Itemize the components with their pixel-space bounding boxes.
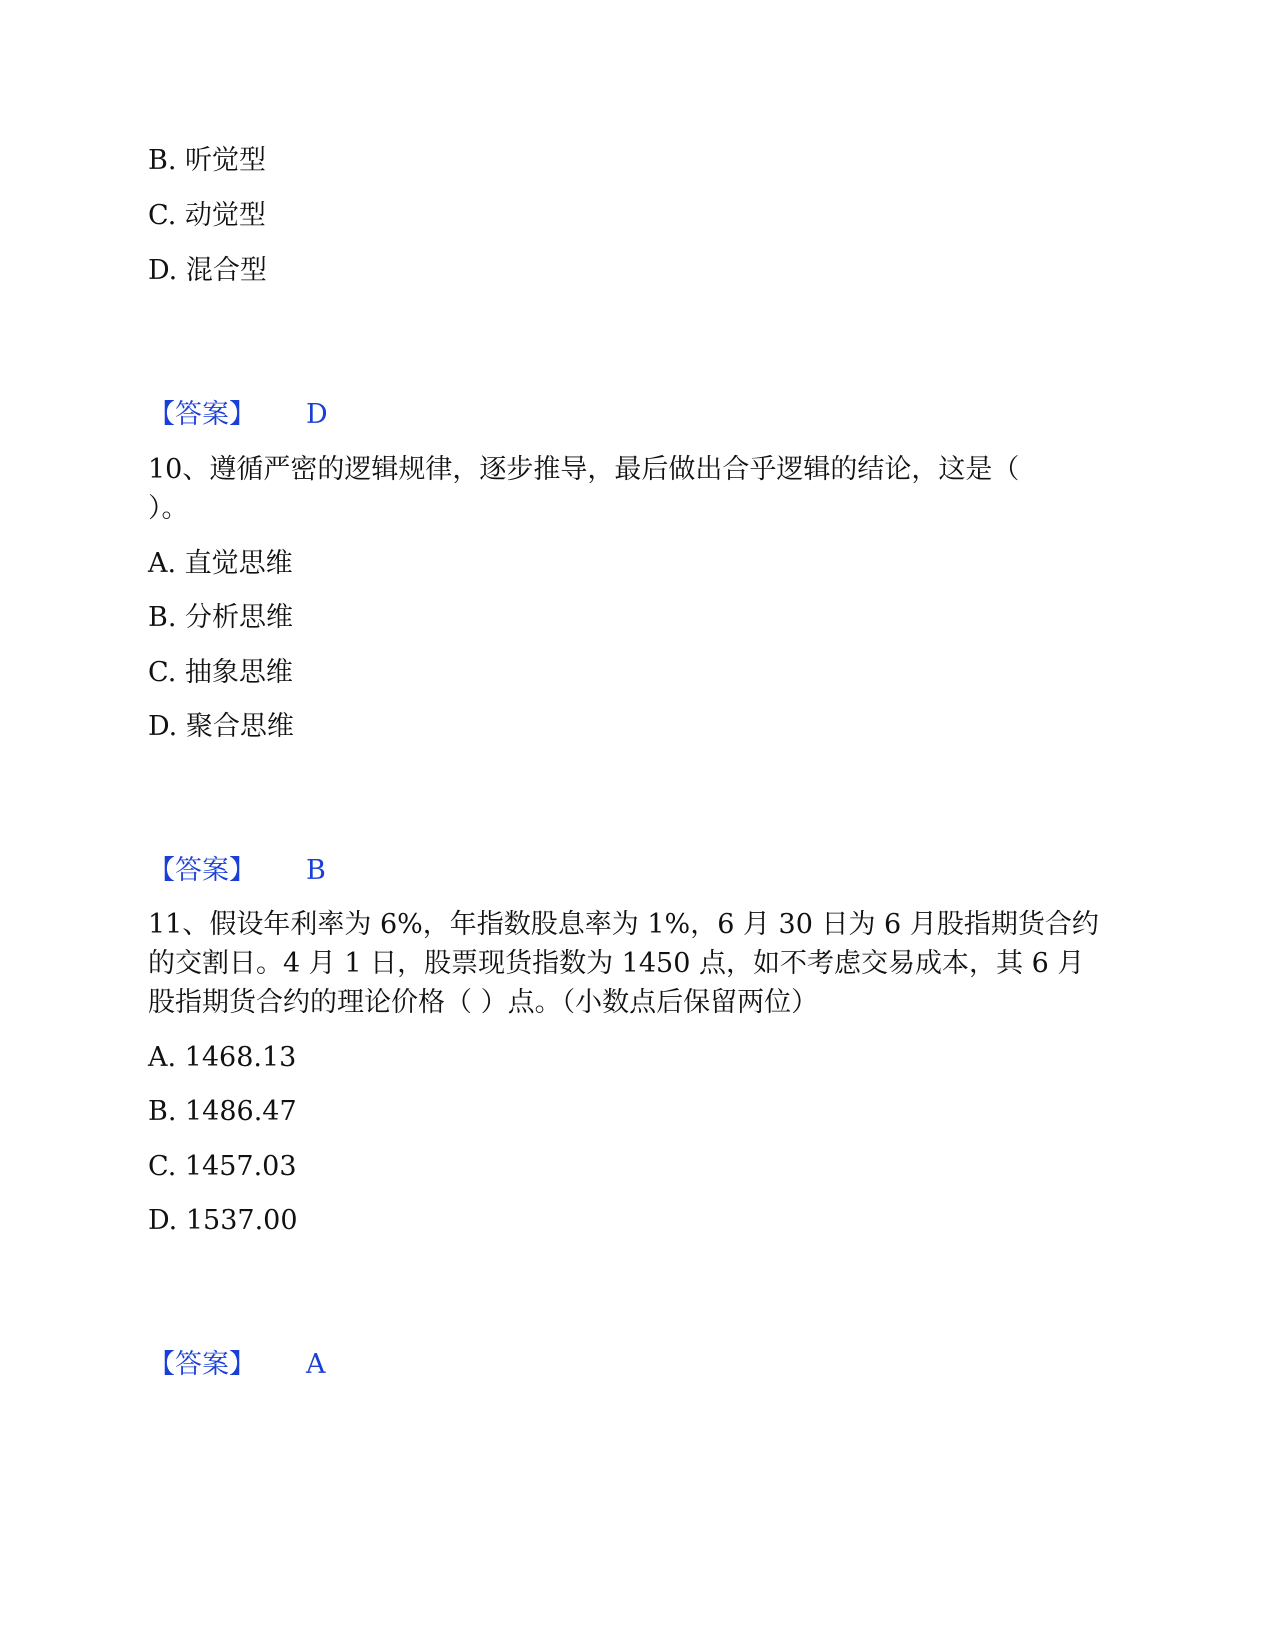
q9-option-b: B. 听觉型 xyxy=(148,145,267,176)
q9-option-d: D. 混合型 xyxy=(148,255,267,286)
q11-answer xyxy=(148,1346,326,1384)
q10-option-a: A. 直觉思维 xyxy=(148,548,293,579)
q11-option-a: A. 1468.13 xyxy=(148,1042,297,1073)
answer-value: B xyxy=(306,855,326,886)
q10-option-b: B. 分析思维 xyxy=(148,602,294,633)
q11-stem-line-3: 股指期货合约的理论价格（ ）点。（小数点后保留两位） xyxy=(148,987,819,1018)
answer-value: D xyxy=(306,399,328,430)
q11-option-c: C. 1457.03 xyxy=(148,1151,297,1182)
answer-label: 【答案】 xyxy=(148,399,256,430)
q9-option-c: C. 动觉型 xyxy=(148,200,266,231)
q11-option-d: D. 1537.00 xyxy=(148,1205,298,1236)
q10-stem-line-1: 10、遵循严密的逻辑规律，逐步推导，最后做出合乎逻辑的结论，这是（ xyxy=(148,454,1020,485)
q11-stem-line-2: 的交割日。4 月 1 日，股票现货指数为 1450 点，如不考虑交易成本，其 6 月 xyxy=(148,948,1085,979)
q11-option-b: B. 1486.47 xyxy=(148,1096,297,1127)
q10-option-c: C. 抽象思维 xyxy=(148,657,293,688)
q9-answer xyxy=(148,396,328,434)
answer-label: 【答案】 xyxy=(148,855,256,886)
answer-label: 【答案】 xyxy=(148,1349,256,1380)
q10-answer xyxy=(148,852,326,890)
q11-stem-line-1: 11、假设年利率为 6%，年指数股息率为 1%，6 月 30 日为 6 月股指期货合约 xyxy=(148,909,1099,940)
answer-value: A xyxy=(306,1349,326,1380)
q10-option-d: D. 聚合思维 xyxy=(148,711,294,742)
q10-stem-line-2: ）。 xyxy=(148,493,189,524)
